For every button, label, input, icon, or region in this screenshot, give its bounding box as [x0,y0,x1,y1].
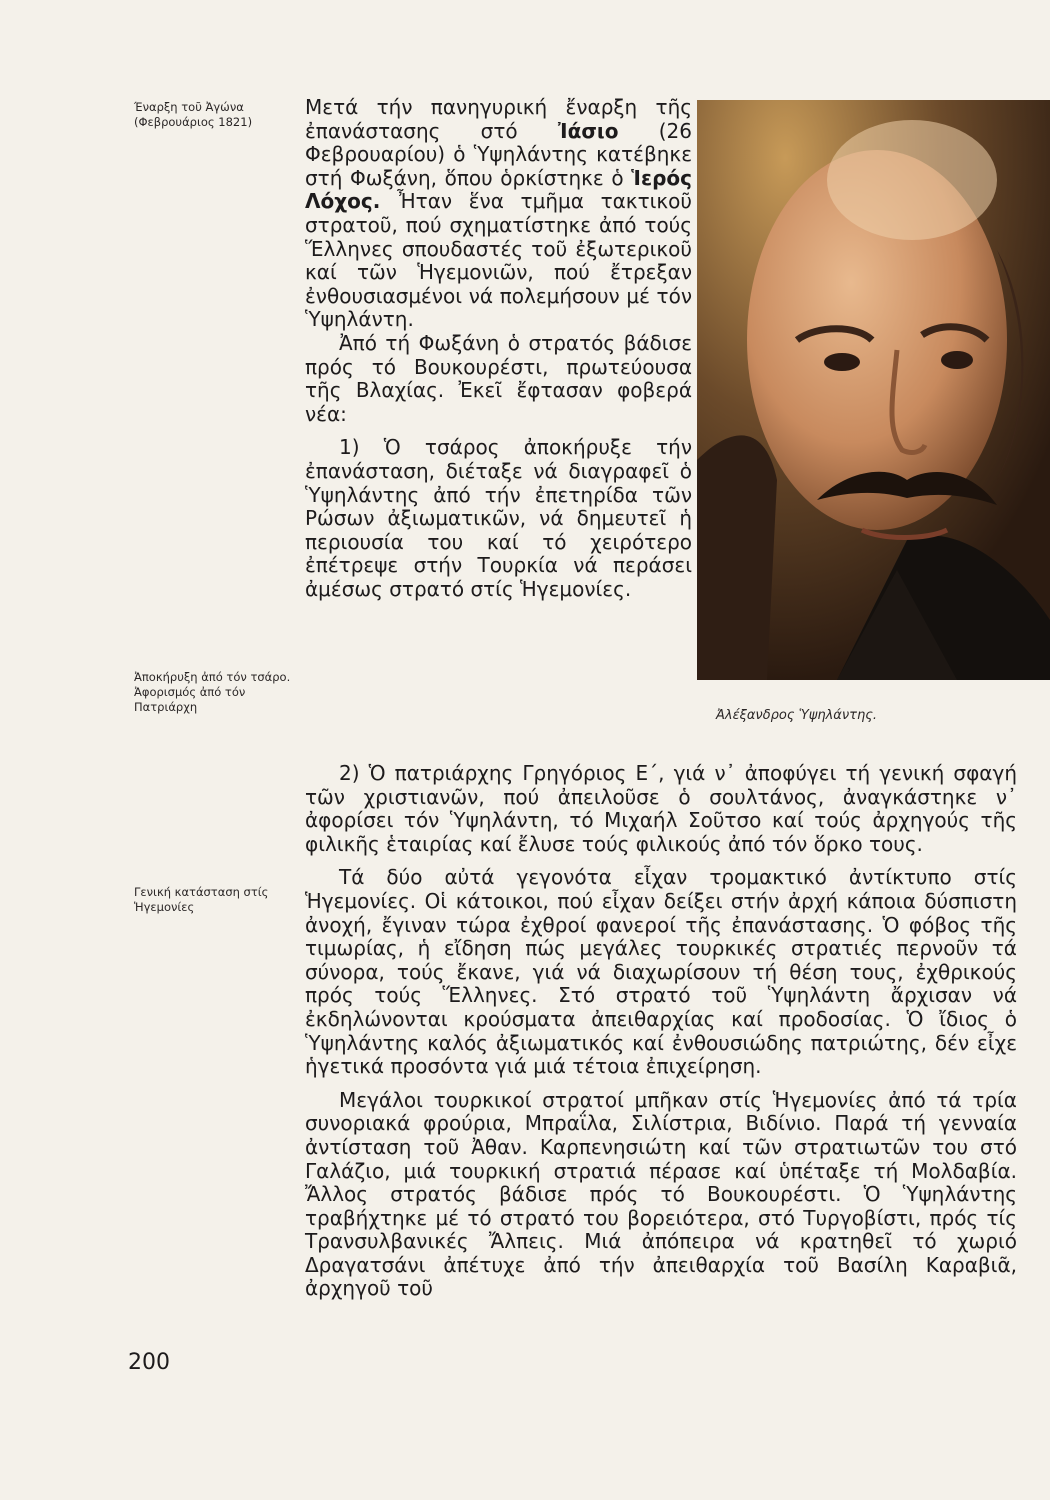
main-text [305,762,1017,1301]
paragraph-1: Μετά τήν πανηγυρική ἔναρξη τῆς ἐπανάστασης στό Ἰάσιο (26 Φεβρουαρίου) ὁ Ὑψηλάντης κατέβηκε στή Φωξάνη, ὅπου ὁρκίστηκε ὁ Ἱερός Λόχος. Ἦταν ἕνα τμῆμα τακτικοῦ στρατοῦ, πού σχηματίστηκε ἀπό τούς Ἕλληνες σπουδαστές τοῦ ἐξωτερικοῦ καί τῶν Ἡγεμονιῶν, πού ἔτρεξαν ἐνθουσιασμένοι νά πολεμήσουν μέ τόν Ὑψηλάντη. [305,95,692,332]
portrait-illustration [697,100,1050,680]
paragraph-6: Μεγάλοι τουρκικοί στρατοί μπῆκαν στίς Ἡγεμονίες ἀπό τά τρία συνοριακά φρούρια, Μπραΐλα, Σιλίστρια, Βιδίνιο. Παρά τή γενναία ἀντίσταση τοῦ Ἀθαν. Καρπενησιώτη καί τῶν στρατιωτῶν του στό Γαλάζιο, μιά τουρκική στρατιά πέρασε καί ὑπέταξε τή Μολδαβία. Ἄλλος στρατός βάδισε πρός τό Βουκουρέστι. Ὁ Ὑψηλάντης τραβήχτηκε μέ τό στρατό του βορειότερα, στό Τυργοβίστι, πρός τίς Τρανσυλβανικές Ἄλπεις. Μιά ἀπόπειρα νά κρατηθεῖ τό χωριό Δραγατσάνι ἀπέτυχε ἀπό τήν ἀπειθαρχία τοῦ Βασίλη Καραβιᾶ, ἀρχηγοῦ τοῦ [305,1087,1017,1301]
paragraph-4: 2) Ὁ πατριάρχης Γρηγόριος Ε΄, γιά ν᾿ ἀποφύγει τή γενική σφαγή τῶν χριστιανῶν, πού ἀπειλοῦσε ὁ σουλτάνος, ἀναγκάστηκε ν᾿ ἀφορίσει τόν Ὑψηλάντη, τό Μιχαήλ Σοῦτσο καί τούς ἀρχηγούς τῆς φιλικῆς ἑταιρίας καί ἔλυσε τούς φιλικούς ἀπό τόν ὅρκο τους. [305,761,1017,856]
portrait-caption: Ἀλέξανδρος Ὑψηλάντης. [716,708,877,723]
margin-note-excommunication: Ἀποκήρυξη ἀπό τόν τσάρο. Ἀφορισμός ἀπό τόν Πατριάρχη [134,670,291,714]
text-column [305,96,692,601]
margin-note-start: Έναρξη τοῦ Ἀγώνα (Φεβρουάριος 1821) [134,100,253,129]
place-iasio: Ἰάσιο [557,118,619,143]
margin-note-situation: Γενική κατάσταση στίς Ἡγεμονίες [134,885,269,914]
paragraph-5: Τά δύο αὐτά γεγονότα εἶχαν τρομακτικό ἀντίκτυπο στίς Ἡγεμονίες. Οἱ κάτοικοι, πού εἶχαν δείξει στήν ἀρχή κάποια δύσπιστη ἀνοχή, ἔγιναν τώρα ἐχθροί φανεροί τῆς ἐπανάστασης. Ὁ φόβος τῆς τιμωρίας, ἡ εἴδηση πώς μεγάλες τουρκικές στρατιές περνοῦν τά σύνορα, τούς ἔκανε, γιά νά διαχωρίσουν τή θέση τους, ἐχθρικούς πρός τούς Ἕλληνες. Στό στρατό τοῦ Ὑψηλάντη ἄρχισαν νά ἐκδηλώνονται κρούσματα ἀπειθαρχίας καί προδοσίας. Ὁ ἴδιος ὁ Ὑψηλάντης καλός ἀξιωματικός καί ἐνθουσιώδης πατριώτης, δέν εἶχε ἡγετικά προσόντα γιά μιά τέτοια ἐπιχείρηση. [305,865,1017,1079]
ieros-lochos: Ἱερός Λόχος. [305,165,692,214]
paragraph-2: Ἀπό τή Φωξάνη ὁ στρατός βάδισε πρός τό Βουκουρέστι, πρωτεύουσα τῆς Βλαχίας. Ἐκεῖ ἔφτασαν φοβερά νέα: [305,330,692,426]
portrait-image [697,100,1050,680]
paragraph-3: 1) Ὁ τσάρος ἀποκήρυξε τήν ἐπανάσταση, διέταξε νά διαγραφεῖ ὁ Ὑψηλάντης ἀπό τήν ἐπετηρίδα τῶν Ρώσων ἀξιωματικῶν, νά δημευτεῖ ἡ περιουσία του καί τό χειρότερο ἐπέτρεψε στήν Τουρκία νά περάσει ἀμέσως στρατό στίς Ἡγεμονίες. [305,435,692,601]
page-number: 200 [128,1350,170,1375]
